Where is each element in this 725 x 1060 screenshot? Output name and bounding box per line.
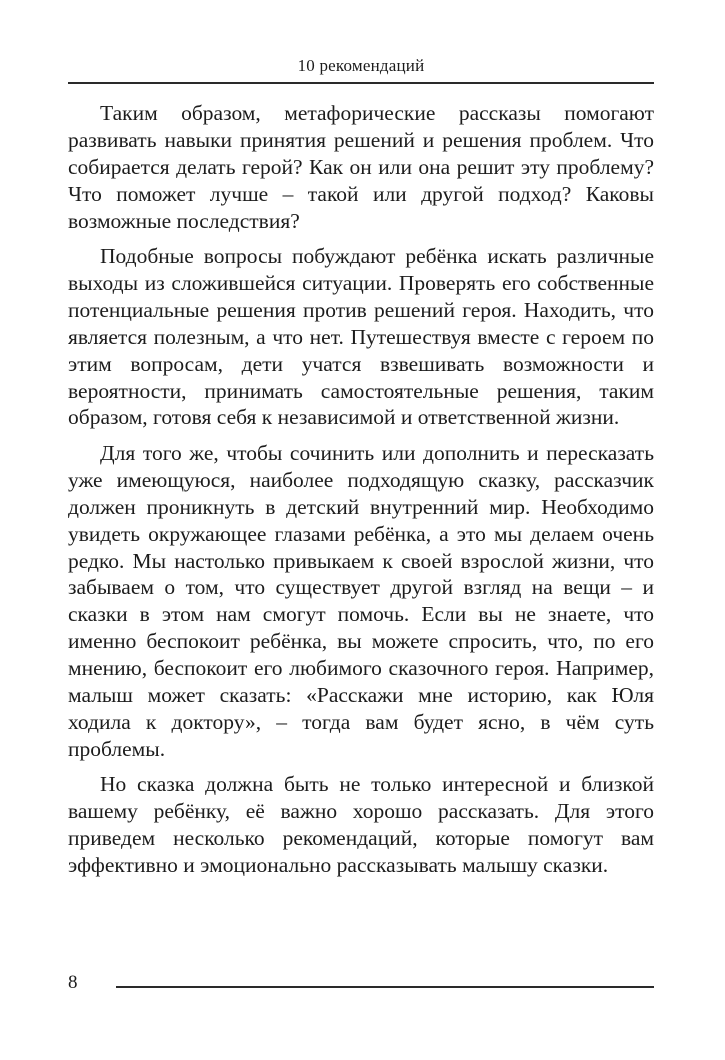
footer-rule [116,986,654,988]
header-rule [68,82,654,84]
page-number: 8 [68,972,78,993]
paragraph-3: Для того же, чтобы сочинить или дополнить и пересказать уже имеющуюся, наиболее подходящую сказку, рассказчик должен проникнуть в детский внутренний мир. Необходимо увидеть окружающее глазами ребёнка, а это мы делаем очень редко. Мы настолько привыкаем к своей взрослой жизни, что забываем о том, что существует другой взгляд на вещи – и сказки в этом нам смогут помочь. Если вы не знаете, что именно беспокоит ребёнка, вы можете спросить, что, по его мнению, беспокоит его любимого сказочного героя. Например, малыш может сказать: «Расскажи мне историю, как Юля ходила к доктору», – тогда вам будет ясно, в чём суть проблемы. [68,440,654,761]
running-header: 10 рекомендаций [297,56,425,75]
body-text [68,100,654,887]
paragraph-2: Подобные вопросы побуждают ребёнка искать различные выходы из сложившейся ситуации. Проверять его собственные потенциальные решения против решений героя. Находить, что является полезным, а что нет. Путешествуя вместе с героем по этим вопросам, дети учатся взвешивать возможности и вероятности, принимать самостоятельные решения, таким образом, готовя себя к независимой и ответственной жизни. [68,244,654,430]
paragraph-1: Таким образом, метафорические рассказы помогают развивать навыки принятия решений и решения проблем. Что собирается делать герой? Как он или она решит эту проблему? Что поможет лучше – такой или другой подход? Каковы возможные последствия? [68,101,654,233]
paragraph-4: Но сказка должна быть не только интересной и близкой вашему ребёнку, её важно хорошо рассказать. Для этого приведем несколько рекомендаций, которые помогут вам эффективно и эмоционально рассказывать малышу сказки. [68,772,654,877]
